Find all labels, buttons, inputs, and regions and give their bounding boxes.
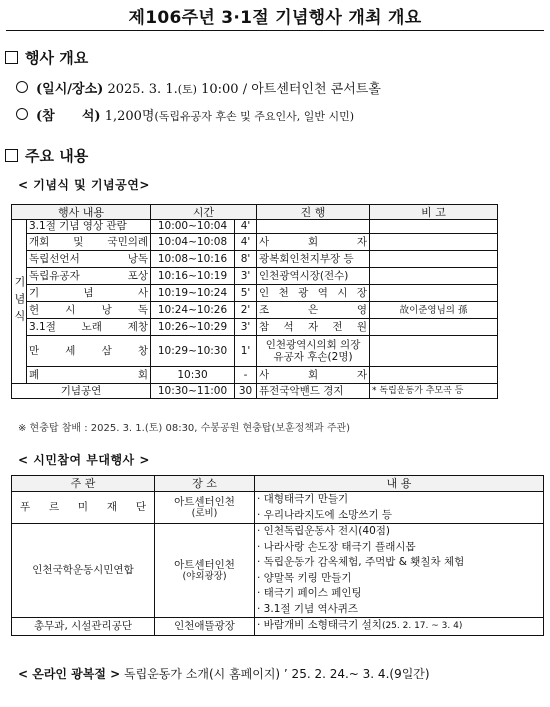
org-cell: 푸 르 미 재 단 [12,492,155,524]
time-cell: 10:30~11:00 [151,384,235,399]
time-cell: 10:19~10:24 [151,285,235,302]
table-row [12,302,498,319]
time-cell: 10:29~10:30 [151,336,235,367]
main-heading: 주요 내용 [5,145,88,166]
title-divider [6,30,544,31]
header-place: 장 소 [155,476,255,492]
content-text: · 나라사랑 손도장 태극기 플래시몹 [257,540,416,553]
content-text: · 태극기 페이스 페인팅 [257,587,362,599]
datetime-label: (일시/장소) [36,82,104,97]
content-text: · 인천독립운동사 전시(40점) [257,525,390,537]
circle-bullet-icon [16,81,28,93]
content-text: · 우리나라지도에 소망쓰기 등 [257,508,393,521]
time-cell: 10:04~10:08 [151,234,235,251]
attendees-detail: (독립유공자 후손 및 주요인사, 일반 시민) [154,110,355,123]
attendees-label: (참 석) [36,109,101,124]
content-text: · 양말목 키링 만들기 [257,571,352,584]
note-cell [370,268,498,285]
place-cell [155,492,255,524]
content-item [257,555,541,571]
place-detail: (로비) [191,507,218,519]
datetime-time: 10:00 / 아트센터인천 콘서트홀 [201,82,381,97]
host-cell: 조 은 영 [257,302,370,319]
citizen-subheading: < 시민참여 부대행사 > [18,453,150,467]
content-cell [255,618,544,636]
datetime-value: 2025. 3. 1. [107,82,178,97]
duration-cell: 3' [235,268,257,285]
note-cell [370,220,498,234]
org-cell: 총무과, 시설관리공단 [12,618,155,636]
place-cell [155,524,255,618]
place-detail: (야외광장) [182,570,227,582]
host-cell: 인천광역시의회 의장 유공자 후손(2명) [257,336,370,367]
note-cell [370,285,498,302]
time-cell: 10:08~10:16 [151,251,235,268]
online-label: < 온라인 광복절 > [18,667,121,681]
content-item [257,586,541,602]
event-cell: 독립선언서 낭독 [27,251,151,268]
time-cell: 10:26~10:29 [151,319,235,336]
content-cell [255,492,544,524]
event-cell: 3.1절 노래 제창 [27,319,151,336]
time-cell: 10:24~10:26 [151,302,235,319]
event-cell: 만 세 삼 창 [27,336,151,367]
table-row [12,367,498,384]
content-item [257,618,541,635]
host-cell: 인천광역시장(전수) [257,268,370,285]
page-title: 제106주년 3·1절 기념행사 개최 개요 [128,8,422,28]
note-cell [370,251,498,268]
duration-cell: 4' [235,220,257,234]
duration-cell: 3' [235,319,257,336]
datetime-row [16,78,381,97]
content-item [257,492,541,508]
duration-cell: - [235,367,257,384]
duration-cell: 2' [235,302,257,319]
header-org: 주 관 [12,476,155,492]
content-cell [255,524,544,618]
table-row [12,384,498,399]
table-row [12,618,544,636]
org-cell: 인천국학운동시민연합 [12,524,155,618]
note-cell [370,234,498,251]
square-bullet-icon [5,51,18,64]
content-text: · 3.1절 기념 역사퀴즈 [257,602,359,615]
place-name: 인천애뜰광장 [174,620,235,633]
table-row [12,336,498,367]
online-text: 독립운동가 소개(시 홈페이지) ’ 25. 2. 24.~ 3. 4.(9일간) [120,667,430,681]
header-event: 행사 내용 [12,205,151,220]
time-cell: 10:30 [151,367,235,384]
ceremony-subheading: < 기념식 및 기념공연> [18,178,150,192]
table-row [12,220,498,234]
duration-cell: 5' [235,285,257,302]
group-label: 기념식 [12,220,27,384]
place-name: 아트센터인천 [174,495,235,508]
note-cell [370,336,498,367]
circle-bullet-icon [16,108,28,120]
host-cell: 사 회 자 [257,234,370,251]
note-cell: * 독립운동가 추모곡 등 [370,384,498,399]
table-row [12,234,498,251]
ceremony-table [11,204,498,399]
performance-cell: 기념공연 [12,384,151,399]
note-cell [370,319,498,336]
header-time: 시간 [151,205,257,220]
table-row [12,319,498,336]
time-cell: 10:16~10:19 [151,268,235,285]
memorial-note: ※ 현충탑 참배 : 2025. 3. 1.(토) 08:30, 수봉공원 현충탑(보훈정책과 주관) [18,423,351,434]
host-cell: 광복회인천지부장 등 [257,251,370,268]
event-cell: 3.1절 기념 영상 관람 [27,220,151,234]
header-content: 내 용 [255,476,544,492]
duration-cell: 1' [235,336,257,367]
event-cell: 헌 시 낭 독 [27,302,151,319]
event-cell: 기 념 사 [27,285,151,302]
host-cell [257,220,370,234]
content-text: · 대형태극기 만들기 [257,493,349,505]
table-row [12,524,544,618]
table-row [12,285,498,302]
host-cell: 사 회 자 [257,367,370,384]
duration-cell: 30 [235,384,257,399]
duration-cell: 8' [235,251,257,268]
host-cell: 인 천 광 역 시 장 [257,285,370,302]
content-item [257,571,541,587]
datetime-day: (토) [177,83,197,96]
content-date: (25. 2. 17. ~ 3. 4) [381,621,463,631]
place-cell [155,618,255,636]
duration-cell: 4' [235,234,257,251]
event-cell: 독립유공자 포상 [27,268,151,285]
content-text: · 바람개비 소형태극기 설치 [257,619,382,631]
content-item [257,540,541,556]
note-cell [370,367,498,384]
content-item [257,602,541,618]
header-note: 비 고 [370,205,498,220]
online-row [18,665,430,682]
header-host: 진 행 [257,205,370,220]
content-item [257,524,541,540]
note-cell: 故이준영님의 孫 [370,302,498,319]
event-cell: 개회 및 국민의례 [27,234,151,251]
content-item [257,508,541,524]
event-cell: 폐 회 [27,367,151,384]
citizen-table [11,475,544,636]
square-bullet-icon [5,149,18,162]
place-name: 아트센터인천 [174,558,235,571]
attendees-row [16,105,354,124]
table-row [12,268,498,285]
host-cell: 참 석 자 전 원 [257,319,370,336]
attendees-count: 1,200명 [104,109,155,124]
table-row [12,251,498,268]
table-row [12,492,544,524]
content-text: · 독립운동가 감옥체험, 주먹밥 & 횃칠차 체험 [257,556,465,568]
host-cell: 퓨전국악밴드 경지 [257,384,370,399]
time-cell: 10:00~10:04 [151,220,235,234]
overview-heading: 행사 개요 [5,47,88,68]
